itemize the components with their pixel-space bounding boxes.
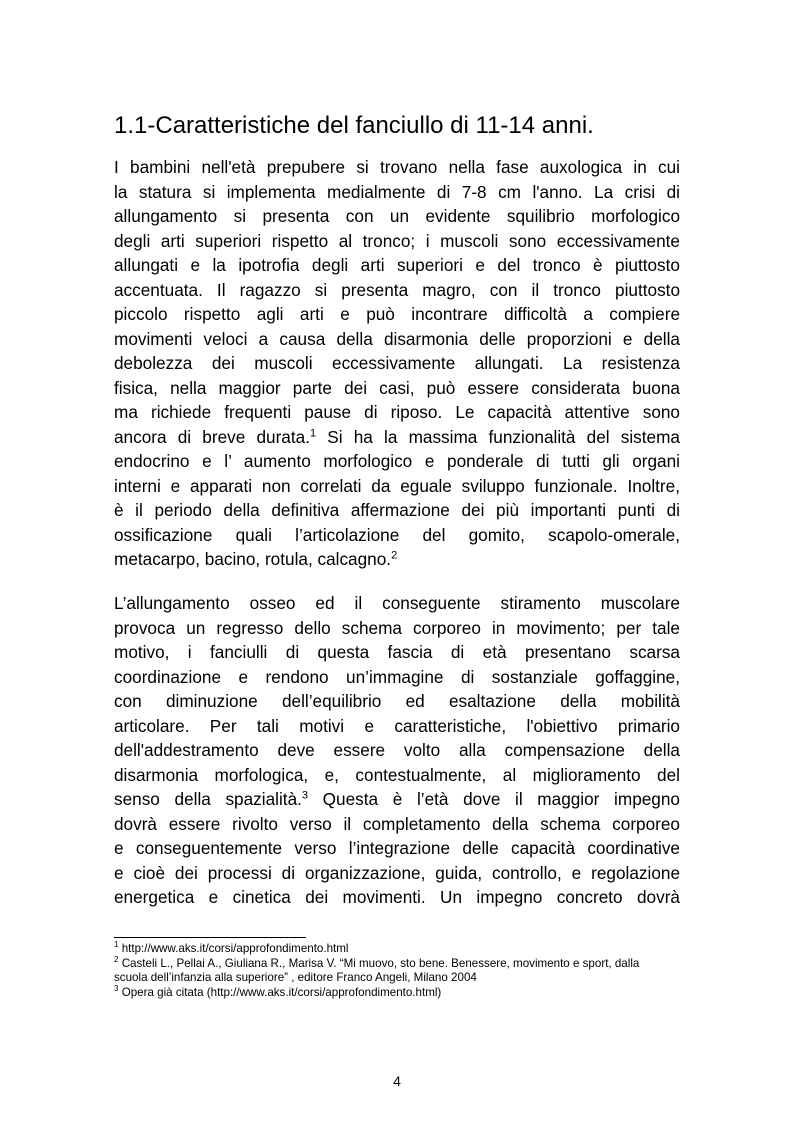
page-number: 4 [393,1073,401,1089]
text-run: metacarpo, bacino, rotula, calcagno. [114,549,392,569]
text-line: energetica e cinetica dei movimenti. Un impegno concreto dovrà [114,887,680,907]
text-line: interni e apparati non correlati da eguale sviluppo funzionale. Inoltre, [114,475,680,496]
text-line: disarmonia morfologica, e, contestualmente, al miglioramento del [114,764,680,785]
text-line: I bambini nell'età prepubere si trovano nella fase auxologica in cui [114,157,680,177]
footnote-ref: 3 [301,789,309,802]
text-line: articolare. Per tali motivi e caratteristiche, l'obiettivo primario [114,715,680,736]
text-run: senso della spazialità. [114,789,302,809]
text-line: è il periodo della definitiva affermazione dei più importanti punti di [114,500,680,520]
footnote [114,954,694,972]
text-line: la statura si implementa medialmente di 7-8 cm l'anno. La crisi di [114,181,680,202]
text-line [114,787,680,812]
text-run: Si ha la massima funzionalità del sistema [316,426,680,447]
footnote-separator [114,937,306,938]
text-line: dell'addestramento deve essere volto alla compensazione della [114,740,680,760]
paragraph-2 [114,591,680,910]
text-line [114,547,680,572]
footnote-number: 3 [114,983,119,993]
text-line: degli arti superiori rispetto al tronco; i muscoli sono eccessivamente [114,230,680,251]
text-line: debolezza dei muscoli eccessivamente allungati. La resistenza [114,353,680,373]
footnote-ref: 1 [309,426,317,439]
text-line: accentuata. Il ragazzo si presenta magro, con il tronco piuttosto [114,279,680,300]
text-line [114,425,680,450]
text-line: e conseguentemente verso l’integrazione delle capacità coordinative [114,838,680,858]
footnote-number: 2 [114,954,119,964]
text-line: e cioè dei processi di organizzazione, guida, controllo, e regolazione [114,862,680,883]
footnote-text: Casteli L., Pellai A., Giuliana R., Marisa V. “Mi muovo, sto bene. Benessere, movimento e sport, dalla [121,956,640,970]
paragraph-1 [114,155,680,572]
footnote-ref: 2 [391,549,398,562]
text-line: coordinazione e rendono un’immagine di sostanziale goffaggine, [114,666,680,687]
text-line: motivo, i fanciulli di questa fascia di età presentano scarsa [114,642,680,662]
footnote-continuation: scuola dell’infanzia alla superiore” , editore Franco Angeli, Milano 2004 [114,971,477,984]
footnote [114,942,694,957]
footnote-text: http://www.aks.it/corsi/approfondimento.html [121,942,349,955]
text-line: ma richiede frequenti pause di riposo. Le capacità attentive sono [114,402,680,422]
text-line: fisica, nella maggior parte dei casi, può essere considerata buona [114,377,680,398]
footnotes [114,942,694,1000]
footnote-number: 1 [114,940,119,950]
section-heading: 1.1-Caratteristiche del fanciullo di 11-14 anni. [114,112,594,139]
text-run: Questa è l’età dove il maggior impegno [308,789,680,809]
text-line: endocrino e l’ aumento morfologico e ponderale di tutti gli organi [114,451,680,471]
text-line: ossificazione quali l’articolazione del gomito, scapolo-omerale, [114,524,680,545]
text-line: movimenti veloci a causa della disarmonia delle proporzioni e della [114,328,680,349]
text-line: con diminuzione dell’equilibrio ed esaltazione della mobilità [114,691,680,711]
text-line: dovrà essere rivolto verso il completamento della schema corporeo [114,813,680,834]
text-line: provoca un regresso dello schema corporeo in movimento; per tale [114,617,680,638]
text-line: allungamento si presenta con un evidente squilibrio morfologico [114,206,680,226]
text-line: L’allungamento osseo ed il conseguente stiramento muscolare [114,593,680,613]
footnote [114,983,694,1001]
text-line: piccolo rispetto agli arti e può incontrare difficoltà a compiere [114,304,680,324]
text-line: allungati e la ipotrofia degli arti superiori e del tronco è piuttosto [114,255,680,275]
footnote-text: Opera già citata (http://www.aks.it/corsi/approfondimento.html) [121,985,442,999]
text-run: ancora di breve durata. [114,426,310,447]
